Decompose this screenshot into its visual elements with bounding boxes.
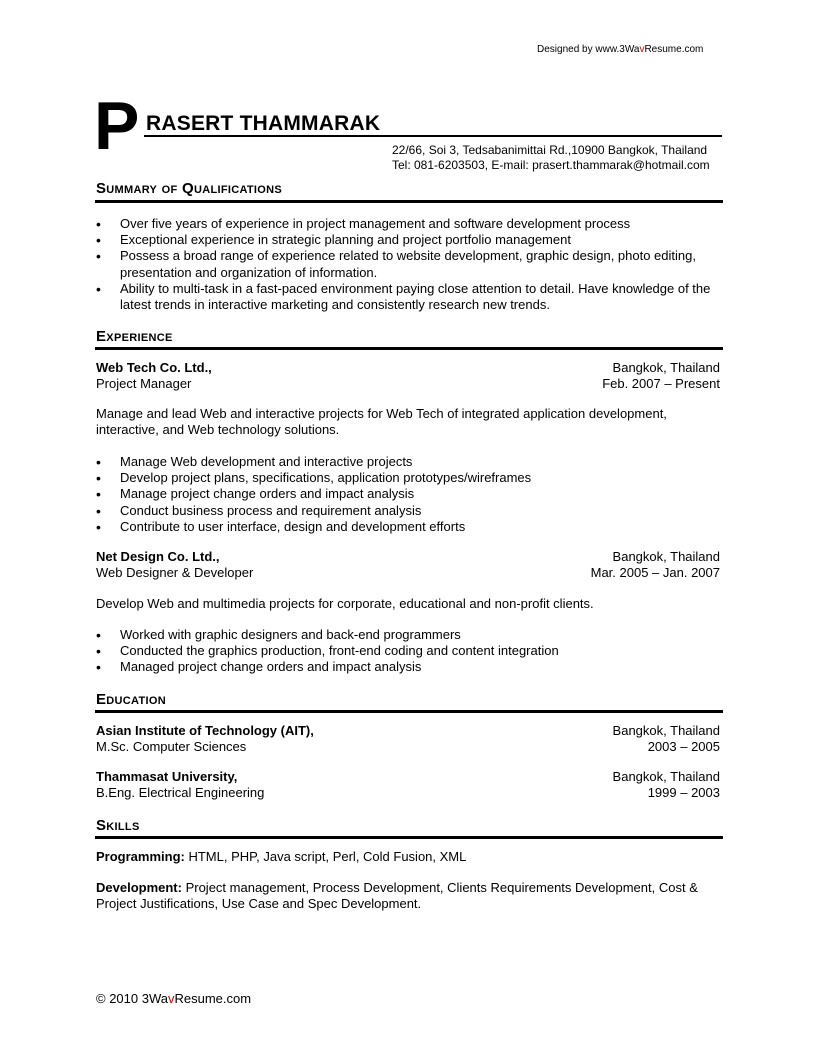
candidate-name: RASERT THAMMARAK bbox=[146, 112, 381, 135]
job-description: Manage and lead Web and interactive projects for Web Tech of integrated application development, interactive, and Web technology solutions. bbox=[96, 406, 667, 438]
education-rule bbox=[95, 710, 723, 713]
name-initial: P bbox=[94, 88, 140, 164]
job-duties-list bbox=[96, 627, 722, 676]
skill-programming bbox=[96, 849, 722, 865]
school-location: Bangkok, Thailand bbox=[612, 769, 720, 784]
skill-development-label: Development: bbox=[96, 880, 182, 895]
summary-rule bbox=[95, 200, 723, 203]
school-name: Thammasat University, bbox=[96, 769, 238, 784]
experience-rule bbox=[95, 347, 723, 350]
credit-prefix: Designed by www.3Wa bbox=[537, 44, 640, 55]
job-dates: Feb. 2007 – Present bbox=[602, 376, 720, 391]
job-location: Bangkok, Thailand bbox=[612, 360, 720, 375]
company-name: Net Design Co. Ltd., bbox=[96, 549, 220, 564]
experience-heading: Experience bbox=[96, 328, 173, 345]
education-heading: Education bbox=[96, 691, 166, 708]
job-dates: Mar. 2005 – Jan. 2007 bbox=[590, 565, 720, 580]
job-location: Bangkok, Thailand bbox=[612, 549, 720, 564]
summary-heading: Summary of Qualifications bbox=[96, 180, 282, 197]
credit-highlight: v bbox=[639, 44, 645, 55]
address-line: 22/66, Soi 3, Tedsabanimittai Rd.,10900 Bangkok, Thailand bbox=[392, 143, 708, 157]
skills-heading: Skills bbox=[96, 817, 140, 834]
school-degree: M.Sc. Computer Sciences bbox=[96, 739, 247, 754]
job-duty-item: • Conduct business process and requirement analysis bbox=[96, 503, 722, 519]
copyright-footer bbox=[96, 991, 251, 1006]
job-duty-item: • Develop project plans, specifications, application prototypes/wireframes bbox=[96, 470, 722, 486]
job-role-row bbox=[96, 565, 720, 581]
summary-item: • Over five years of experience in project management and software development process bbox=[96, 216, 722, 232]
summary-item: • Possess a broad range of experience related to website development, graphic design, photo editing, presentation and organization of information. bbox=[96, 248, 722, 280]
skill-development bbox=[96, 880, 722, 912]
summary-item: • Exceptional experience in strategic planning and project portfolio management bbox=[96, 232, 722, 248]
summary-list bbox=[96, 216, 722, 313]
job-description: Develop Web and multimedia projects for corporate, educational and non-profit clients. bbox=[96, 596, 594, 611]
skills-rule bbox=[95, 836, 723, 839]
summary-item: • Ability to multi-task in a fast-paced environment paying close attention to detail. Have knowledge of the latest trends in interactive marketing and consistently research new trends. bbox=[96, 281, 722, 313]
job-duty-item: • Manage project change orders and impact analysis bbox=[96, 486, 722, 502]
job-duty-item: • Contribute to user interface, design and development efforts bbox=[96, 519, 722, 535]
job-role: Web Designer & Developer bbox=[96, 565, 254, 580]
job-duties-list bbox=[96, 454, 722, 535]
job-duty-item: • Conducted the graphics production, front-end coding and content integration bbox=[96, 643, 722, 659]
school-name: Asian Institute of Technology (AIT), bbox=[96, 723, 314, 738]
company-name: Web Tech Co. Ltd., bbox=[96, 360, 212, 375]
name-rule bbox=[144, 135, 722, 137]
school-degree: B.Eng. Electrical Engineering bbox=[96, 785, 265, 800]
contact-line: Tel: 081-6203503, E-mail: prasert.thammarak@hotmail.com bbox=[392, 158, 710, 172]
skill-development-text: Project management, Process Development, Clients Requirements Development, Cost & Project Justifications, Use Case and Spec Development. bbox=[96, 880, 698, 912]
footer-highlight: v bbox=[167, 991, 175, 1006]
job-duty-item: • Manage Web development and interactive projects bbox=[96, 454, 722, 470]
job-duty-item: • Managed project change orders and impact analysis bbox=[96, 659, 722, 675]
school-header-row bbox=[96, 769, 720, 785]
footer-suffix: Resume.com bbox=[174, 991, 252, 1006]
job-duty-item: • Worked with graphic designers and back-end programmers bbox=[96, 627, 722, 643]
job-role: Project Manager bbox=[96, 376, 192, 391]
credit-suffix: Resume.com bbox=[644, 44, 704, 55]
job-header-row bbox=[96, 549, 720, 565]
school-header-row bbox=[96, 723, 720, 739]
skill-programming-label: Programming: bbox=[96, 849, 185, 864]
job-role-row bbox=[96, 376, 720, 392]
school-dates: 1999 – 2003 bbox=[647, 785, 720, 800]
designer-credit bbox=[537, 44, 703, 55]
skill-programming-text: HTML, PHP, Java script, Perl, Cold Fusion, XML bbox=[184, 849, 467, 864]
school-degree-row bbox=[96, 739, 720, 755]
school-location: Bangkok, Thailand bbox=[612, 723, 720, 738]
footer-prefix: © 2010 3Wa bbox=[96, 991, 168, 1006]
job-header-row bbox=[96, 360, 720, 376]
school-degree-row bbox=[96, 785, 720, 801]
school-dates: 2003 – 2005 bbox=[647, 739, 720, 754]
